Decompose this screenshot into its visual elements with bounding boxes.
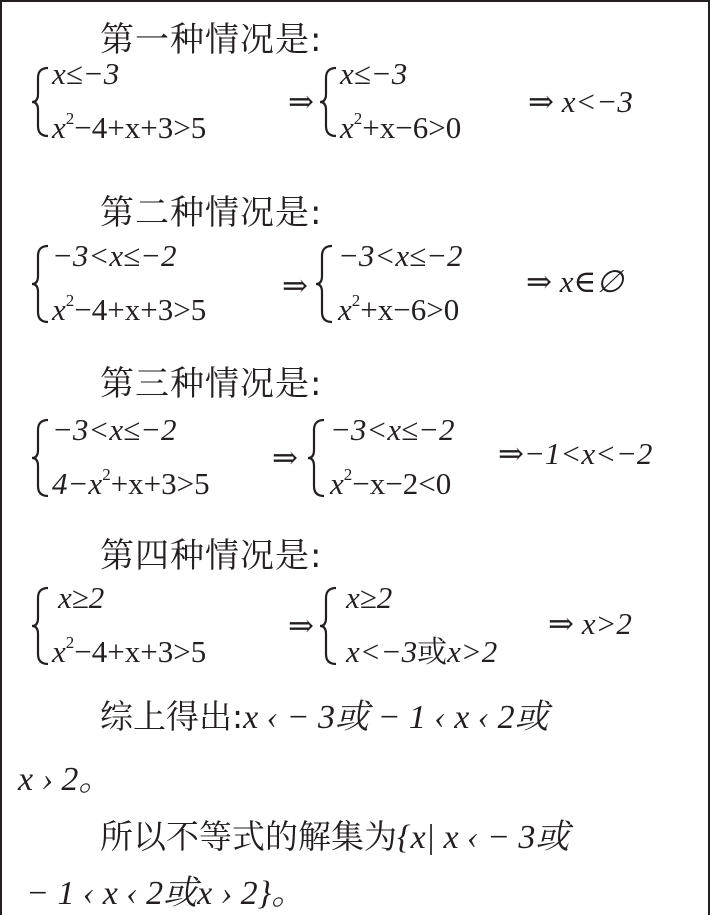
case-1-result: ⇒ x<−3	[528, 84, 633, 119]
case-3-sys2-top: −3<x≤−2	[330, 412, 455, 447]
case-3-heading: 第三种情况是:	[100, 364, 323, 404]
case-1-sys2-bottom: $x^2+x-6>0$	[340, 109, 462, 145]
case-1-sys1-top: x≤−3	[52, 56, 120, 91]
case-2-sys1-top: −3<x≤−2	[52, 238, 177, 273]
case-2-heading: 第二种情况是:	[100, 193, 323, 233]
implies-arrow: ⇒	[288, 84, 314, 119]
left-brace	[314, 244, 338, 324]
implies-arrow: ⇒	[282, 268, 308, 303]
case-3-sys2-bottom: $x^2-x-2<0$	[330, 465, 452, 501]
case-2-result: ⇒ x∈∅	[526, 264, 624, 299]
case-4-sys1-bottom: $x^2-4+x+3>5$	[52, 633, 207, 669]
case-4-sys2-bottom: x<−3或x>2	[346, 634, 498, 670]
solution-line-1: 所以不等式的解集为{x| x ‹ − 3或	[100, 817, 570, 856]
left-brace	[30, 586, 54, 666]
case-2-sys2-bottom: $x^2+x-6>0$	[338, 291, 460, 327]
case-3-result: ⇒−1<x<−2	[498, 436, 653, 471]
case-1-sys2-top: x≤−3	[340, 56, 408, 91]
case-3-sys1-bottom: $4-x^2+x+3>5$	[52, 465, 210, 501]
left-brace	[30, 66, 54, 138]
conclusion-line-1: 综上得出:x ‹ − 3或 − 1 ‹ x ‹ 2或	[100, 697, 549, 736]
case-4-sys1-top: x≥2	[58, 580, 105, 615]
solution-line-2: − 1 ‹ x ‹ 2或x › 2}。	[26, 875, 306, 912]
left-brace	[306, 418, 330, 498]
case-2-sys2-top: −3<x≤−2	[338, 238, 463, 273]
case-4-heading: 第四种情况是:	[100, 536, 323, 576]
implies-arrow: ⇒	[272, 440, 298, 475]
left-brace	[30, 244, 54, 324]
conclusion-line-2: x › 2。	[18, 761, 113, 798]
case-4-result: ⇒ x>2	[548, 606, 632, 641]
left-brace	[318, 586, 342, 666]
case-1-heading: 第一种情况是:	[100, 20, 323, 60]
left-brace	[30, 418, 54, 498]
left-brace	[318, 66, 342, 138]
case-1-sys1-bottom: $x^2-4+x+3>5$	[52, 109, 207, 145]
case-2-sys1-bottom: $x^2-4+x+3>5$	[52, 291, 207, 327]
implies-arrow: ⇒	[288, 608, 314, 643]
case-4-sys2-top: x≥2	[346, 580, 393, 615]
case-3-sys1-top: −3<x≤−2	[52, 412, 177, 447]
